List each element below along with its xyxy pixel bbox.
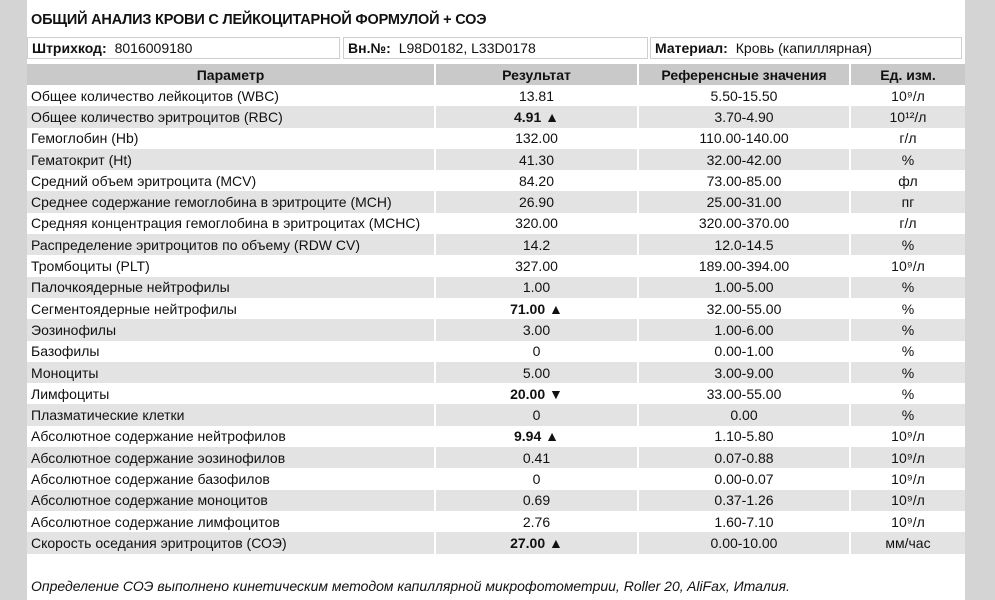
reference-range: 0.00 (638, 404, 850, 425)
table-row (27, 213, 965, 234)
parameter-name: Базофилы (31, 343, 100, 360)
result-value: 9.94 (514, 428, 542, 445)
unit: % (850, 341, 965, 362)
table-row (27, 234, 965, 255)
unit: 10⁹/л (850, 85, 965, 106)
result-value: 14.2 (522, 236, 551, 253)
table-row (27, 255, 965, 276)
reference-range: 3.70-4.90 (638, 106, 850, 127)
result-value: 27.00 (510, 534, 546, 551)
material-label: Материал: (655, 40, 728, 56)
table-row (27, 468, 965, 489)
result-value: 0 (532, 407, 541, 424)
table-row (27, 511, 965, 532)
result-cell (435, 255, 638, 276)
result-value: 13.81 (518, 87, 555, 104)
parameter-name: Абсолютное содержание лимфоцитов (31, 513, 280, 530)
unit: % (850, 234, 965, 255)
internal-number-label: Вн.№: (348, 40, 391, 56)
parameter-name: Скорость оседания эритроцитов (СОЭ) (27, 532, 435, 553)
result-value: 41.30 (518, 151, 555, 168)
report-title: ОБЩИЙ АНАЛИЗ КРОВИ С ЛЕЙКОЦИТАРНОЙ ФОРМУЛОЙ + СОЭ (31, 12, 487, 28)
reference-range: 1.60-7.10 (638, 511, 850, 532)
barcode-field (27, 37, 340, 59)
result-cell (435, 149, 638, 170)
results-table (27, 64, 965, 554)
unit: г/л (850, 213, 965, 234)
footnote: Определение СОЭ выполнено кинетическим методом капиллярной микрофотометрии, Roller 20, AliFax, Италия. (31, 578, 790, 594)
arrow-down-icon: ▼ (549, 385, 563, 402)
result-cell (435, 319, 638, 340)
result-cell (435, 447, 638, 468)
result-value: 0 (532, 343, 541, 360)
internal-number-field (343, 37, 648, 59)
result-cell (435, 404, 638, 425)
result-value: 5.00 (522, 364, 551, 381)
table-row (27, 191, 965, 212)
result-cell (435, 490, 638, 511)
reference-range: 5.50-15.50 (638, 85, 850, 106)
table-row (27, 170, 965, 191)
table-row (27, 341, 965, 362)
table-row (27, 490, 965, 511)
result-value: 4.91 (514, 108, 542, 125)
table-row (27, 362, 965, 383)
unit: % (850, 319, 965, 340)
parameter-name: Моноциты (27, 362, 435, 383)
result-value: 132.00 (515, 130, 558, 147)
reference-range: 0.00-10.00 (638, 532, 850, 553)
reference-range: 1.00-6.00 (638, 319, 850, 340)
result-cell (435, 383, 638, 404)
reference-range: 110.00-140.00 (638, 128, 850, 149)
result-cell (435, 106, 638, 127)
parameter-name: Абсолютное содержание эозинофилов (27, 447, 435, 468)
parameter-name: Абсолютное содержание базофилов (31, 470, 270, 487)
table-row (27, 128, 965, 149)
arrow-up-icon: ▲ (549, 534, 563, 551)
reference-range: 189.00-394.00 (638, 255, 850, 276)
header-result: Результат (435, 64, 638, 85)
unit: % (850, 298, 965, 319)
header-parameter: Параметр (27, 64, 435, 85)
barcode-label: Штрихкод: (32, 40, 107, 56)
result-cell (435, 234, 638, 255)
result-value: 1.00 (522, 279, 551, 296)
result-cell (435, 468, 638, 489)
parameter-name: Абсолютное содержание моноцитов (27, 490, 435, 511)
arrow-up-icon: ▲ (549, 300, 563, 317)
result-value: 71.00 (510, 300, 546, 317)
arrow-up-icon: ▲ (545, 108, 559, 125)
header-reference: Референсные значения (638, 64, 850, 85)
reference-range: 1.10-5.80 (638, 426, 850, 447)
unit: 10⁹/л (850, 255, 965, 276)
parameter-name: Лимфоциты (31, 385, 110, 402)
result-cell (435, 362, 638, 383)
table-row (27, 277, 965, 298)
parameter-name: Средняя концентрация гемоглобина в эритроцитах (MCHC) (31, 215, 421, 232)
unit: 10⁹/л (850, 490, 965, 511)
reference-range: 320.00-370.00 (638, 213, 850, 234)
table-row (27, 149, 965, 170)
parameter-name: Общее количество лейкоцитов (WBC) (31, 87, 279, 104)
lab-report (27, 0, 965, 600)
reference-range: 32.00-42.00 (638, 149, 850, 170)
unit: 10⁹/л (850, 511, 965, 532)
unit: % (850, 404, 965, 425)
table-row (27, 319, 965, 340)
unit: 10⁹/л (850, 426, 965, 447)
table-row (27, 85, 965, 106)
parameter-name: Эозинофилы (27, 319, 435, 340)
table-row (27, 532, 965, 553)
result-cell (435, 85, 638, 106)
unit: % (850, 149, 965, 170)
parameter-name: Общее количество эритроцитов (RBC) (27, 106, 435, 127)
result-value: 320.00 (515, 215, 558, 232)
reference-range: 33.00-55.00 (638, 383, 850, 404)
table-row (27, 298, 965, 319)
reference-range: 0.37-1.26 (638, 490, 850, 511)
result-cell (435, 341, 638, 362)
result-cell (435, 213, 638, 234)
parameter-name: Распределение эритроцитов по объему (RDW CV) (27, 234, 435, 255)
reference-range: 0.00-1.00 (638, 341, 850, 362)
result-cell (435, 170, 638, 191)
unit: 10⁹/л (850, 447, 965, 468)
parameter-name: Гемоглобин (Hb) (31, 130, 139, 147)
result-value: 20.00 (510, 385, 546, 402)
unit: 10¹²/л (850, 106, 965, 127)
unit: % (850, 362, 965, 383)
material-field (650, 37, 962, 59)
unit: мм/час (850, 532, 965, 553)
table-row (27, 404, 965, 425)
result-cell (435, 128, 638, 149)
table-row (27, 447, 965, 468)
reference-range: 12.0-14.5 (638, 234, 850, 255)
parameter-name: Сегментоядерные нейтрофилы (31, 300, 237, 317)
reference-range: 1.00-5.00 (638, 277, 850, 298)
parameter-name: Палочкоядерные нейтрофилы (27, 277, 435, 298)
result-cell (435, 298, 638, 319)
result-value: 327.00 (515, 258, 558, 275)
result-cell (435, 277, 638, 298)
result-value: 0.69 (522, 492, 551, 509)
unit: 10⁹/л (850, 468, 965, 489)
result-value: 26.90 (518, 194, 555, 211)
parameter-name: Абсолютное содержание нейтрофилов (31, 428, 286, 445)
header-unit: Ед. изм. (850, 64, 965, 85)
parameter-name: Гематокрит (Ht) (27, 149, 435, 170)
unit: г/л (850, 128, 965, 149)
result-value: 84.20 (518, 172, 555, 189)
parameter-name: Плазматические клетки (27, 404, 435, 425)
arrow-up-icon: ▲ (545, 428, 559, 445)
unit: % (850, 277, 965, 298)
reference-range: 25.00-31.00 (638, 191, 850, 212)
parameter-name: Средний объем эритроцита (MCV) (31, 172, 257, 189)
parameter-name: Тромбоциты (PLT) (31, 258, 150, 275)
reference-range: 3.00-9.00 (638, 362, 850, 383)
reference-range: 0.07-0.88 (638, 447, 850, 468)
result-value: 0.41 (522, 449, 551, 466)
reference-range: 73.00-85.00 (638, 170, 850, 191)
result-cell (435, 511, 638, 532)
internal-number-value: L98D0182, L33D0178 (398, 40, 536, 56)
result-cell (435, 191, 638, 212)
material-value: Кровь (капиллярная) (735, 40, 872, 56)
result-value: 0 (532, 470, 541, 487)
parameter-name: Среднее содержание гемоглобина в эритроците (MCH) (27, 191, 435, 212)
reference-range: 0.00-0.07 (638, 468, 850, 489)
table-row (27, 426, 965, 447)
table-header (27, 64, 965, 85)
unit: % (850, 383, 965, 404)
result-value: 3.00 (522, 321, 551, 338)
unit: фл (850, 170, 965, 191)
result-cell (435, 426, 638, 447)
result-cell (435, 532, 638, 553)
unit: пг (850, 191, 965, 212)
table-row (27, 383, 965, 404)
reference-range: 32.00-55.00 (638, 298, 850, 319)
result-value: 2.76 (522, 513, 551, 530)
table-row (27, 106, 965, 127)
barcode-value: 8016009180 (114, 40, 193, 56)
